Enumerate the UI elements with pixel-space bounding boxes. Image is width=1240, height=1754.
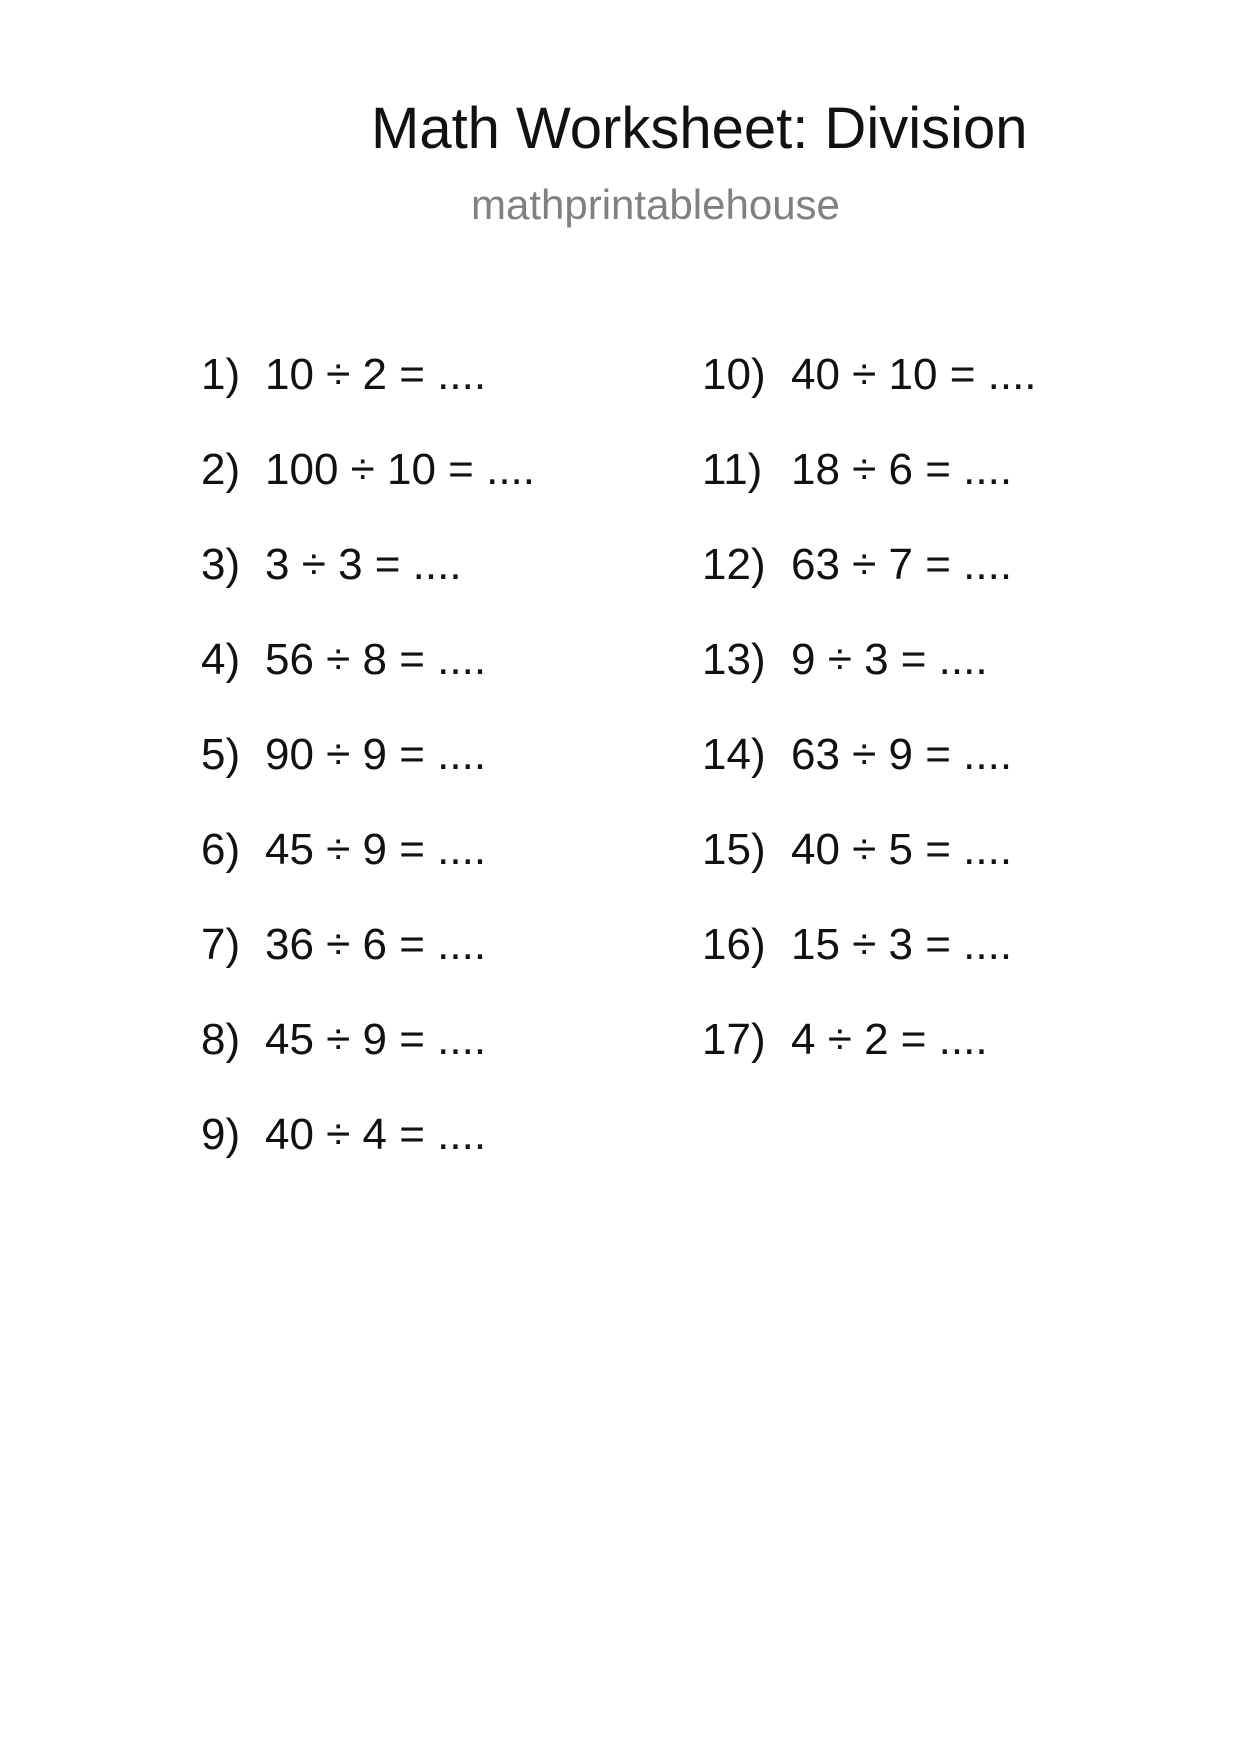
problem-number: 2) <box>201 445 241 494</box>
problem-expression: 18 ÷ 6 = .... <box>791 445 1013 494</box>
problem-expression: 40 ÷ 4 = .... <box>265 1110 487 1159</box>
problem-item <box>201 825 535 923</box>
problem-item <box>702 920 1037 1018</box>
problem-item <box>201 1110 535 1208</box>
problem-expression: 10 ÷ 2 = .... <box>265 350 487 399</box>
problem-expression: 36 ÷ 6 = .... <box>265 920 487 969</box>
problem-number: 4) <box>201 635 241 684</box>
problem-number: 8) <box>201 1015 241 1064</box>
problem-item <box>702 825 1037 923</box>
problem-item <box>201 920 535 1018</box>
problem-item <box>702 1015 1037 1113</box>
problem-number: 16) <box>702 920 766 969</box>
page-title: Math Worksheet: Division <box>371 96 1028 161</box>
problem-expression: 45 ÷ 9 = .... <box>265 825 487 874</box>
problem-number: 10) <box>702 350 766 399</box>
problem-number: 5) <box>201 730 241 779</box>
problem-item <box>201 445 535 543</box>
problem-number: 7) <box>201 920 241 969</box>
problem-expression: 63 ÷ 7 = .... <box>791 540 1013 589</box>
problem-number: 3) <box>201 540 241 589</box>
problem-item <box>702 540 1037 638</box>
problem-item <box>201 730 535 828</box>
problem-expression: 100 ÷ 10 = .... <box>265 445 535 494</box>
problem-number: 14) <box>702 730 766 779</box>
problem-column-right <box>702 350 1037 1113</box>
problem-expression: 40 ÷ 10 = .... <box>791 350 1037 399</box>
problem-item <box>201 350 535 448</box>
problem-number: 12) <box>702 540 766 589</box>
problem-expression: 63 ÷ 9 = .... <box>791 730 1013 779</box>
problem-expression: 90 ÷ 9 = .... <box>265 730 487 779</box>
problem-column-left <box>201 350 535 1208</box>
problem-expression: 9 ÷ 3 = .... <box>791 635 988 684</box>
problem-number: 15) <box>702 825 766 874</box>
problem-expression: 4 ÷ 2 = .... <box>791 1015 988 1064</box>
problem-number: 11) <box>702 445 763 494</box>
problem-item <box>702 730 1037 828</box>
problem-number: 1) <box>201 350 241 399</box>
problem-number: 17) <box>702 1015 766 1064</box>
problem-item <box>201 1015 535 1113</box>
problem-item <box>702 445 1037 543</box>
problem-item <box>201 635 535 733</box>
problem-number: 6) <box>201 825 241 874</box>
problem-expression: 3 ÷ 3 = .... <box>265 540 462 589</box>
problem-expression: 40 ÷ 5 = .... <box>791 825 1013 874</box>
problem-item <box>201 540 535 638</box>
problem-expression: 45 ÷ 9 = .... <box>265 1015 487 1064</box>
problem-expression: 56 ÷ 8 = .... <box>265 635 487 684</box>
problem-number: 13) <box>702 635 766 684</box>
page-subtitle: mathprintablehouse <box>471 181 840 228</box>
problem-item <box>702 350 1037 448</box>
problem-number: 9) <box>201 1110 241 1159</box>
problem-item <box>702 635 1037 733</box>
problem-expression: 15 ÷ 3 = .... <box>791 920 1013 969</box>
